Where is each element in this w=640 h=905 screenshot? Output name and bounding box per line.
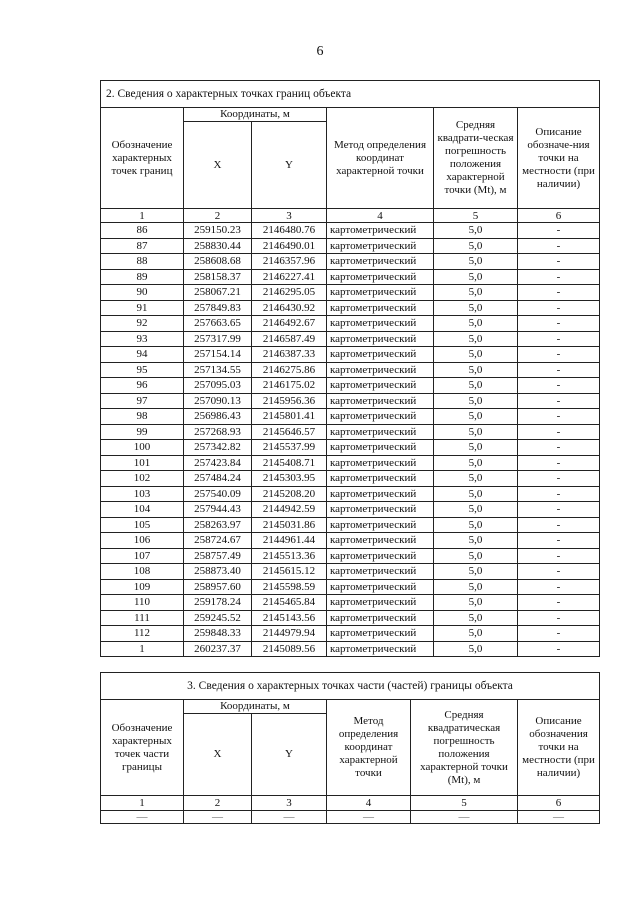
page-number: 6 <box>316 44 324 59</box>
point-id: 95 <box>101 362 184 378</box>
coord-y: 2146430.92 <box>252 300 327 316</box>
point-id: 94 <box>101 347 184 363</box>
coord-y: 2145089.56 <box>252 641 327 657</box>
coord-x: 257268.93 <box>184 424 252 440</box>
table-row <box>101 254 600 270</box>
description: - <box>518 579 600 595</box>
point-id: 111 <box>101 610 184 626</box>
point-id: 93 <box>101 331 184 347</box>
table-row <box>101 641 600 657</box>
point-id: 97 <box>101 393 184 409</box>
error-value: 5,0 <box>434 502 518 518</box>
column-number-row <box>101 209 600 223</box>
method: картометрический <box>327 254 434 270</box>
table-row <box>101 238 600 254</box>
coord-x: 257540.09 <box>184 486 252 502</box>
description: - <box>518 238 600 254</box>
table-row <box>101 347 600 363</box>
coord-y: 2145646.57 <box>252 424 327 440</box>
coord-x: 258873.40 <box>184 564 252 580</box>
method: картометрический <box>327 517 434 533</box>
point-id: 103 <box>101 486 184 502</box>
method: картометрический <box>327 331 434 347</box>
method: картометрический <box>327 533 434 549</box>
header-y: Y <box>252 122 327 209</box>
error-value: 5,0 <box>434 254 518 270</box>
table-row <box>101 300 600 316</box>
description: - <box>518 300 600 316</box>
description: - <box>518 533 600 549</box>
column-number: 5 <box>434 209 518 223</box>
coord-y: 2145956.36 <box>252 393 327 409</box>
point-id: 91 <box>101 300 184 316</box>
empty-cell: — <box>411 811 518 824</box>
coord-x: 258608.68 <box>184 254 252 270</box>
table-row <box>101 610 600 626</box>
error-value: 5,0 <box>434 641 518 657</box>
empty-cell: — <box>101 811 184 824</box>
table-row <box>101 316 600 332</box>
coord-y: 2145031.86 <box>252 517 327 533</box>
table-row <box>101 486 600 502</box>
header-method: Метод определения координат характерной точки <box>327 700 411 796</box>
table-row <box>101 285 600 301</box>
coord-y: 2145513.36 <box>252 548 327 564</box>
error-value: 5,0 <box>434 455 518 471</box>
column-number: 4 <box>327 796 411 811</box>
coord-x: 257663.65 <box>184 316 252 332</box>
point-id: 96 <box>101 378 184 394</box>
coord-x: 257090.13 <box>184 393 252 409</box>
coord-x: 257849.83 <box>184 300 252 316</box>
coord-x: 257154.14 <box>184 347 252 363</box>
coord-x: 258158.37 <box>184 269 252 285</box>
table-row <box>101 424 600 440</box>
coord-y: 2145598.59 <box>252 579 327 595</box>
method: картометрический <box>327 393 434 409</box>
description: - <box>518 409 600 425</box>
header-coordinates: Координаты, м <box>184 700 327 714</box>
header-error: Средняя квадрати-ческая погрешность положения характерной точки (Мt), м <box>434 108 518 209</box>
column-number: 6 <box>518 209 600 223</box>
description: - <box>518 223 600 239</box>
coord-y: 2144961.44 <box>252 533 327 549</box>
coord-y: 2146490.01 <box>252 238 327 254</box>
error-value: 5,0 <box>434 548 518 564</box>
error-value: 5,0 <box>434 269 518 285</box>
method: картометрический <box>327 269 434 285</box>
point-id: 87 <box>101 238 184 254</box>
header-designation: Обозначение характерных точек части границы <box>101 700 184 796</box>
coord-x: 257342.82 <box>184 440 252 456</box>
method: картометрический <box>327 610 434 626</box>
table-row <box>101 548 600 564</box>
method: картометрический <box>327 641 434 657</box>
error-value: 5,0 <box>434 471 518 487</box>
point-id: 86 <box>101 223 184 239</box>
coord-y: 2145143.56 <box>252 610 327 626</box>
header-method: Метод определения координат характерной точки <box>327 108 434 209</box>
description: - <box>518 269 600 285</box>
column-number: 4 <box>327 209 434 223</box>
description: - <box>518 610 600 626</box>
coord-y: 2146227.41 <box>252 269 327 285</box>
header-x: X <box>184 122 252 209</box>
error-value: 5,0 <box>434 285 518 301</box>
coord-x: 258263.97 <box>184 517 252 533</box>
empty-row <box>101 811 600 824</box>
error-value: 5,0 <box>434 347 518 363</box>
error-value: 5,0 <box>434 517 518 533</box>
point-id: 109 <box>101 579 184 595</box>
point-id: 110 <box>101 595 184 611</box>
point-id: 105 <box>101 517 184 533</box>
error-value: 5,0 <box>434 300 518 316</box>
point-id: 90 <box>101 285 184 301</box>
description: - <box>518 424 600 440</box>
point-id: 107 <box>101 548 184 564</box>
error-value: 5,0 <box>434 579 518 595</box>
method: картометрический <box>327 300 434 316</box>
description: - <box>518 316 600 332</box>
coord-y: 2146175.02 <box>252 378 327 394</box>
header-y: Y <box>252 714 327 796</box>
empty-cell: — <box>327 811 411 824</box>
description: - <box>518 548 600 564</box>
point-id: 112 <box>101 626 184 642</box>
method: картометрический <box>327 486 434 502</box>
coord-y: 2146295.05 <box>252 285 327 301</box>
table-row <box>101 564 600 580</box>
description: - <box>518 502 600 518</box>
point-id: 102 <box>101 471 184 487</box>
point-id: 88 <box>101 254 184 270</box>
table-title: 3. Сведения о характерных точках части (частей) границы объекта <box>101 673 600 700</box>
method: картометрический <box>327 440 434 456</box>
error-value: 5,0 <box>434 564 518 580</box>
table-row <box>101 626 600 642</box>
error-value: 5,0 <box>434 316 518 332</box>
error-value: 5,0 <box>434 533 518 549</box>
table-row <box>101 533 600 549</box>
method: картометрический <box>327 471 434 487</box>
method: картометрический <box>327 238 434 254</box>
method: картометрический <box>327 409 434 425</box>
coord-x: 259150.23 <box>184 223 252 239</box>
column-number: 3 <box>252 796 327 811</box>
coord-x: 257095.03 <box>184 378 252 394</box>
method: картометрический <box>327 285 434 301</box>
error-value: 5,0 <box>434 331 518 347</box>
error-value: 5,0 <box>434 238 518 254</box>
table-row <box>101 409 600 425</box>
point-id: 98 <box>101 409 184 425</box>
description: - <box>518 440 600 456</box>
coord-x: 257423.84 <box>184 455 252 471</box>
coord-y: 2144979.94 <box>252 626 327 642</box>
coord-y: 2145537.99 <box>252 440 327 456</box>
description: - <box>518 285 600 301</box>
method: картометрический <box>327 223 434 239</box>
point-id: 89 <box>101 269 184 285</box>
method: картометрический <box>327 347 434 363</box>
method: картометрический <box>327 564 434 580</box>
table-row <box>101 579 600 595</box>
coord-x: 259178.24 <box>184 595 252 611</box>
description: - <box>518 347 600 363</box>
method: картометрический <box>327 595 434 611</box>
point-id: 101 <box>101 455 184 471</box>
description: - <box>518 393 600 409</box>
description: - <box>518 471 600 487</box>
error-value: 5,0 <box>434 223 518 239</box>
method: картометрический <box>327 502 434 518</box>
coord-y: 2145615.12 <box>252 564 327 580</box>
description: - <box>518 486 600 502</box>
column-number: 6 <box>518 796 600 811</box>
coord-y: 2146357.96 <box>252 254 327 270</box>
coord-x: 257484.24 <box>184 471 252 487</box>
table-row <box>101 471 600 487</box>
column-number: 1 <box>101 209 184 223</box>
description: - <box>518 595 600 611</box>
column-number: 2 <box>184 796 252 811</box>
coord-x: 258957.60 <box>184 579 252 595</box>
point-id: 104 <box>101 502 184 518</box>
error-value: 5,0 <box>434 424 518 440</box>
coord-x: 258724.67 <box>184 533 252 549</box>
boundary-points-table <box>100 80 600 657</box>
error-value: 5,0 <box>434 486 518 502</box>
method: картометрический <box>327 424 434 440</box>
header-description: Описание обозначения точки на местности (при наличии) <box>518 700 600 796</box>
description: - <box>518 378 600 394</box>
point-id: 106 <box>101 533 184 549</box>
table-row <box>101 393 600 409</box>
coord-y: 2145465.84 <box>252 595 327 611</box>
description: - <box>518 564 600 580</box>
coord-x: 259848.33 <box>184 626 252 642</box>
column-number: 5 <box>411 796 518 811</box>
error-value: 5,0 <box>434 362 518 378</box>
point-id: 92 <box>101 316 184 332</box>
error-value: 5,0 <box>434 610 518 626</box>
column-number: 1 <box>101 796 184 811</box>
method: картометрический <box>327 455 434 471</box>
coord-y: 2145408.71 <box>252 455 327 471</box>
error-value: 5,0 <box>434 595 518 611</box>
header-description: Описание обозначе-ния точки на местности (при наличии) <box>518 108 600 209</box>
point-id: 100 <box>101 440 184 456</box>
header-x: X <box>184 714 252 796</box>
point-id: 108 <box>101 564 184 580</box>
error-value: 5,0 <box>434 440 518 456</box>
coord-y: 2144942.59 <box>252 502 327 518</box>
coord-y: 2145208.20 <box>252 486 327 502</box>
table-title: 2. Сведения о характерных точках границ объекта <box>101 81 600 108</box>
description: - <box>518 362 600 378</box>
table-row <box>101 269 600 285</box>
header-designation: Обозначение характерных точек границ <box>101 108 184 209</box>
empty-cell: — <box>518 811 600 824</box>
method: картометрический <box>327 362 434 378</box>
error-value: 5,0 <box>434 393 518 409</box>
coord-x: 258830.44 <box>184 238 252 254</box>
empty-cell: — <box>252 811 327 824</box>
coord-x: 258757.49 <box>184 548 252 564</box>
method: картометрический <box>327 378 434 394</box>
coord-y: 2145801.41 <box>252 409 327 425</box>
error-value: 5,0 <box>434 626 518 642</box>
table-row <box>101 440 600 456</box>
coord-y: 2146492.67 <box>252 316 327 332</box>
boundary-part-points-table <box>100 672 600 824</box>
coord-x: 258067.21 <box>184 285 252 301</box>
table-row <box>101 517 600 533</box>
table-row <box>101 502 600 518</box>
table-row <box>101 331 600 347</box>
table-row <box>101 223 600 239</box>
error-value: 5,0 <box>434 378 518 394</box>
column-number: 3 <box>252 209 327 223</box>
table-row <box>101 378 600 394</box>
description: - <box>518 517 600 533</box>
column-number: 2 <box>184 209 252 223</box>
point-id: 99 <box>101 424 184 440</box>
description: - <box>518 455 600 471</box>
empty-cell: — <box>184 811 252 824</box>
table-row <box>101 455 600 471</box>
method: картометрический <box>327 548 434 564</box>
point-id: 1 <box>101 641 184 657</box>
coord-y: 2146587.49 <box>252 331 327 347</box>
description: - <box>518 626 600 642</box>
coord-x: 259245.52 <box>184 610 252 626</box>
method: картометрический <box>327 626 434 642</box>
method: картометрический <box>327 316 434 332</box>
description: - <box>518 331 600 347</box>
coord-y: 2146387.33 <box>252 347 327 363</box>
coord-x: 257317.99 <box>184 331 252 347</box>
coord-y: 2146275.86 <box>252 362 327 378</box>
description: - <box>518 254 600 270</box>
method: картометрический <box>327 579 434 595</box>
coord-x: 260237.37 <box>184 641 252 657</box>
column-number-row <box>101 796 600 811</box>
table-row <box>101 362 600 378</box>
coord-x: 256986.43 <box>184 409 252 425</box>
header-error: Средняя квадратическая погрешность положения характерной точки (Мt), м <box>411 700 518 796</box>
coord-x: 257134.55 <box>184 362 252 378</box>
coord-x: 257944.43 <box>184 502 252 518</box>
coord-y: 2145303.95 <box>252 471 327 487</box>
description: - <box>518 641 600 657</box>
header-coordinates: Координаты, м <box>184 108 327 122</box>
error-value: 5,0 <box>434 409 518 425</box>
coord-y: 2146480.76 <box>252 223 327 239</box>
table-row <box>101 595 600 611</box>
